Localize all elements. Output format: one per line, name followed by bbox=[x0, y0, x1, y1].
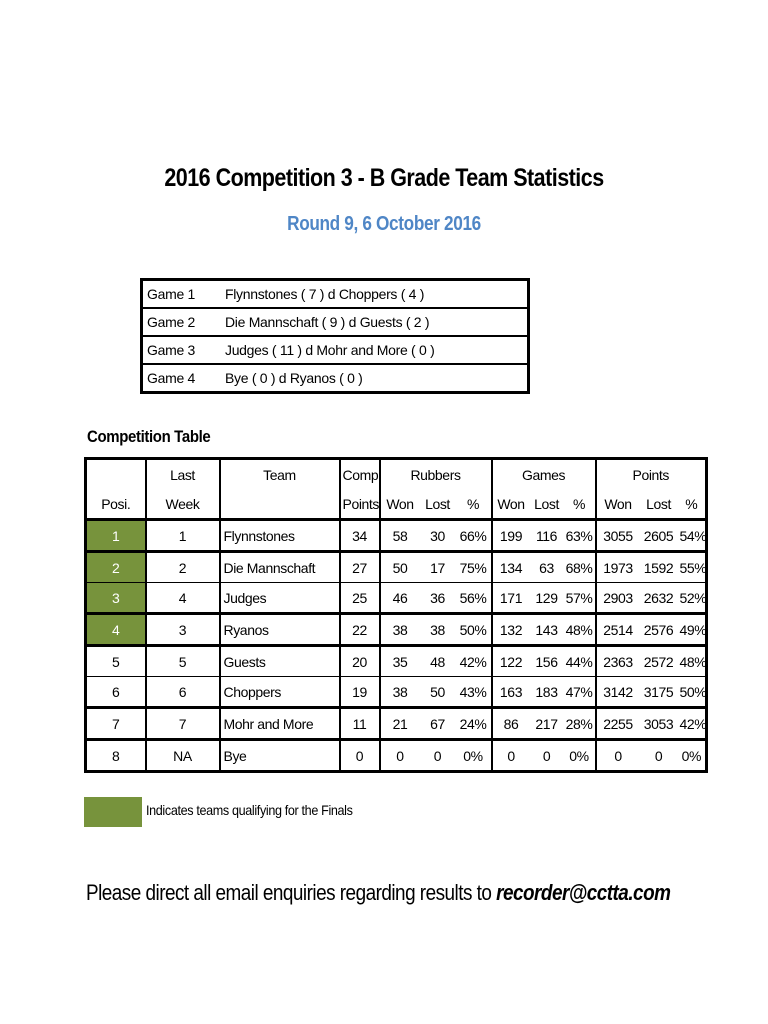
comp-points-cell: 11 bbox=[340, 708, 380, 740]
position-cell: 1 bbox=[86, 520, 146, 552]
position-cell: 3 bbox=[86, 583, 146, 614]
team-cell: Bye bbox=[220, 740, 340, 772]
rubbers-lost-cell: 36 bbox=[430, 589, 445, 606]
rubbers-pct-cell: 42% bbox=[459, 653, 487, 670]
comp-points-cell: 25 bbox=[340, 583, 380, 614]
rubbers-lost-cell: 30 bbox=[430, 527, 445, 544]
game-label: Game 2 bbox=[142, 308, 222, 336]
rubbers-pct-cell: 43% bbox=[459, 683, 487, 700]
points-lost-cell: 2632 bbox=[643, 589, 674, 606]
team-cell: Guests bbox=[220, 646, 340, 677]
games-lost-cell: 217 bbox=[535, 715, 558, 732]
comp-points-cell: 0 bbox=[340, 740, 380, 772]
rubbers-won-cell: 38 bbox=[380, 677, 420, 708]
rubbers-lost-cell: 17 bbox=[430, 559, 445, 576]
rubbers-pct-cell: 56% bbox=[459, 589, 487, 606]
rubbers-won-cell: 38 bbox=[380, 614, 420, 646]
comp-points-cell: 22 bbox=[340, 614, 380, 646]
team-cell: Die Mannschaft bbox=[220, 552, 340, 583]
table-header-row-1 bbox=[86, 459, 707, 490]
games-lost-cell: 156 bbox=[535, 653, 558, 670]
position-cell: 2 bbox=[86, 552, 146, 583]
header-points-pct: % bbox=[678, 489, 707, 520]
header-games-won: Won bbox=[492, 489, 530, 520]
points-pct-cell: 55% bbox=[679, 559, 707, 576]
competition-table-title: Competition Table bbox=[87, 427, 211, 446]
game-label: Game 4 bbox=[142, 364, 222, 393]
games-won-cell: 199 bbox=[492, 520, 530, 552]
games-results-table bbox=[140, 278, 530, 394]
header-rubbers-pct: % bbox=[456, 489, 492, 520]
points-won-cell: 2514 bbox=[596, 614, 640, 646]
points-won-cell: 0 bbox=[596, 740, 640, 772]
game-label: Game 1 bbox=[142, 280, 222, 309]
points-lost-cell: 3175 bbox=[643, 683, 674, 700]
rubbers-pct-cell: 75% bbox=[459, 559, 487, 576]
comp-points-cell: 34 bbox=[340, 520, 380, 552]
game-row bbox=[142, 308, 529, 336]
points-pct-cell: 48% bbox=[679, 653, 707, 670]
last-week-cell: 4 bbox=[146, 583, 220, 614]
rubbers-won-cell: 0 bbox=[380, 740, 420, 772]
header-comp-points: Points bbox=[340, 489, 380, 520]
finals-legend-swatch bbox=[84, 797, 142, 827]
games-pct-cell: 57% bbox=[565, 589, 593, 606]
points-lost-cell: 3053 bbox=[643, 715, 674, 732]
team-cell: Flynnstones bbox=[220, 520, 340, 552]
table-row bbox=[86, 677, 707, 708]
header-team-blank bbox=[220, 489, 340, 520]
games-won-cell: 86 bbox=[492, 708, 530, 740]
rubbers-pct-cell: 24% bbox=[459, 715, 487, 732]
rubbers-pct-cell: 50% bbox=[459, 621, 487, 638]
game-row bbox=[142, 280, 529, 309]
page-subtitle: Round 9, 6 October 2016 bbox=[287, 213, 481, 235]
games-won-cell: 163 bbox=[492, 677, 530, 708]
points-pct-cell: 42% bbox=[679, 715, 707, 732]
points-won-cell: 3055 bbox=[596, 520, 640, 552]
header-games-pct: % bbox=[564, 489, 596, 520]
games-pct-cell: 48% bbox=[565, 621, 593, 638]
table-row bbox=[86, 646, 707, 677]
team-cell: Choppers bbox=[220, 677, 340, 708]
rubbers-lost-cell: 38 bbox=[430, 621, 445, 638]
points-won-cell: 2903 bbox=[596, 583, 640, 614]
rubbers-won-cell: 35 bbox=[380, 646, 420, 677]
points-won-cell: 2255 bbox=[596, 708, 640, 740]
games-pct-cell: 68% bbox=[565, 559, 593, 576]
header-games-lost: Lost bbox=[530, 489, 564, 520]
games-pct-cell: 28% bbox=[565, 715, 593, 732]
game-result: Bye ( 0 ) d Ryanos ( 0 ) bbox=[221, 364, 529, 393]
rubbers-lost-cell: 67 bbox=[430, 715, 445, 732]
header-posi: Posi. bbox=[86, 489, 146, 520]
game-row bbox=[142, 336, 529, 364]
rubbers-won-cell: 46 bbox=[380, 583, 420, 614]
rubbers-lost-cell: 0 bbox=[433, 747, 442, 764]
points-lost-cell: 2572 bbox=[643, 653, 674, 670]
comp-points-cell: 19 bbox=[340, 677, 380, 708]
games-lost-cell: 129 bbox=[535, 589, 558, 606]
rubbers-won-cell: 21 bbox=[380, 708, 420, 740]
table-row bbox=[86, 552, 707, 583]
last-week-cell: 3 bbox=[146, 614, 220, 646]
points-lost-cell: 0 bbox=[654, 747, 663, 764]
competition-table bbox=[84, 457, 708, 773]
games-lost-cell: 116 bbox=[535, 527, 558, 544]
header-blank bbox=[86, 459, 146, 490]
position-cell: 5 bbox=[112, 653, 120, 670]
position-cell: 6 bbox=[112, 683, 120, 700]
games-lost-cell: 143 bbox=[535, 621, 558, 638]
last-week-cell: 1 bbox=[146, 520, 220, 552]
position-cell: 8 bbox=[112, 747, 120, 764]
table-row bbox=[86, 583, 707, 614]
games-pct-cell: 47% bbox=[565, 683, 593, 700]
points-pct-cell: 0% bbox=[681, 747, 701, 764]
rubbers-won-cell: 58 bbox=[380, 520, 420, 552]
games-pct-cell: 0% bbox=[569, 747, 589, 764]
games-won-cell: 132 bbox=[492, 614, 530, 646]
points-pct-cell: 54% bbox=[679, 527, 707, 544]
table-row bbox=[86, 614, 707, 646]
last-week-cell: 7 bbox=[146, 708, 220, 740]
page-title: 2016 Competition 3 - B Grade Team Statistics bbox=[164, 164, 604, 192]
position-cell: 4 bbox=[86, 614, 146, 646]
header-rubbers: Rubbers bbox=[380, 459, 492, 490]
rubbers-won-cell: 50 bbox=[380, 552, 420, 583]
finals-legend-text: Indicates teams qualifying for the Finals bbox=[146, 802, 353, 818]
header-week: Week bbox=[146, 489, 220, 520]
game-result: Judges ( 11 ) d Mohr and More ( 0 ) bbox=[221, 336, 529, 364]
points-lost-cell: 1592 bbox=[643, 559, 674, 576]
header-games: Games bbox=[492, 459, 596, 490]
games-lost-cell: 0 bbox=[542, 747, 551, 764]
team-cell: Judges bbox=[220, 583, 340, 614]
header-points-lost: Lost bbox=[640, 489, 678, 520]
comp-points-cell: 20 bbox=[340, 646, 380, 677]
header-points: Points bbox=[596, 459, 707, 490]
team-cell: Mohr and More bbox=[220, 708, 340, 740]
rubbers-lost-cell: 50 bbox=[430, 683, 445, 700]
games-won-cell: 134 bbox=[492, 552, 530, 583]
game-result: Flynnstones ( 7 ) d Choppers ( 4 ) bbox=[221, 280, 529, 309]
rubbers-pct-cell: 66% bbox=[459, 527, 487, 544]
last-week-cell: 5 bbox=[146, 646, 220, 677]
table-row bbox=[86, 520, 707, 552]
games-won-cell: 122 bbox=[492, 646, 530, 677]
team-cell: Ryanos bbox=[220, 614, 340, 646]
table-row bbox=[86, 708, 707, 740]
games-pct-cell: 63% bbox=[565, 527, 593, 544]
header-rubbers-lost: Lost bbox=[420, 489, 456, 520]
footer-text: Please direct all email enquiries regarding results to bbox=[86, 880, 497, 905]
table-header-row-2 bbox=[86, 489, 707, 520]
rubbers-lost-cell: 48 bbox=[430, 653, 445, 670]
rubbers-pct-cell: 0% bbox=[463, 747, 483, 764]
points-pct-cell: 49% bbox=[679, 621, 707, 638]
games-lost-cell: 63 bbox=[539, 559, 554, 576]
game-result: Die Mannschaft ( 9 ) d Guests ( 2 ) bbox=[221, 308, 529, 336]
table-row bbox=[86, 740, 707, 772]
footer-email-link[interactable]: recorder@cctta.com bbox=[496, 880, 671, 905]
games-lost-cell: 183 bbox=[535, 683, 558, 700]
games-pct-cell: 44% bbox=[565, 653, 593, 670]
points-won-cell: 3142 bbox=[596, 677, 640, 708]
header-comp: Comp bbox=[340, 459, 380, 490]
points-lost-cell: 2605 bbox=[643, 527, 674, 544]
header-team: Team bbox=[220, 459, 340, 490]
points-pct-cell: 52% bbox=[679, 589, 707, 606]
footer-enquiries bbox=[86, 880, 670, 906]
position-cell: 7 bbox=[112, 715, 120, 732]
last-week-cell: NA bbox=[146, 740, 220, 772]
comp-points-cell: 27 bbox=[340, 552, 380, 583]
last-week-cell: 6 bbox=[146, 677, 220, 708]
points-pct-cell: 50% bbox=[679, 683, 707, 700]
points-won-cell: 2363 bbox=[596, 646, 640, 677]
last-week-cell: 2 bbox=[146, 552, 220, 583]
header-points-won: Won bbox=[596, 489, 640, 520]
game-label: Game 3 bbox=[142, 336, 222, 364]
games-won-cell: 0 bbox=[492, 740, 530, 772]
header-last: Last bbox=[146, 459, 220, 490]
header-rubbers-won: Won bbox=[380, 489, 420, 520]
points-won-cell: 1973 bbox=[596, 552, 640, 583]
game-row bbox=[142, 364, 529, 393]
points-lost-cell: 2576 bbox=[643, 621, 674, 638]
games-won-cell: 171 bbox=[492, 583, 530, 614]
